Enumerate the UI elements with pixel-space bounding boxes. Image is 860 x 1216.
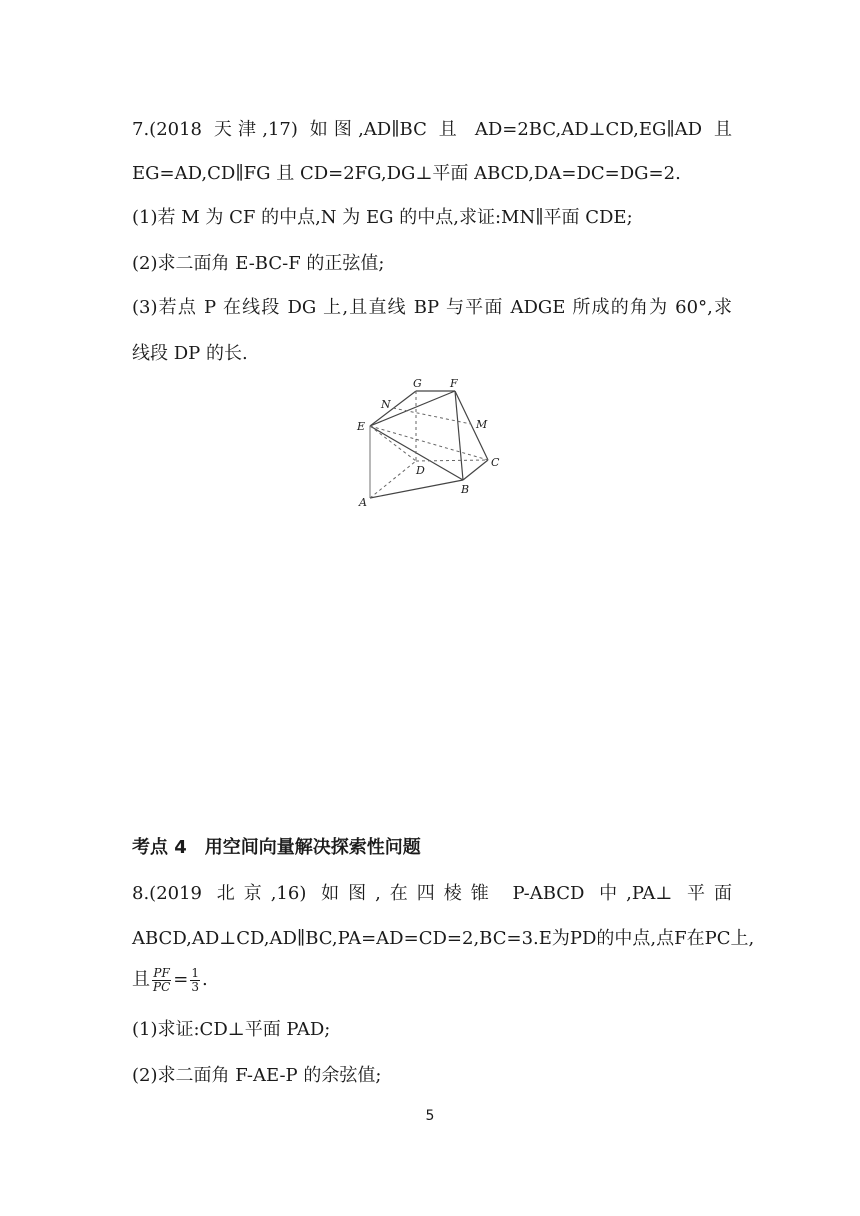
- label-C: C: [491, 456, 500, 469]
- problem7-part3-line1: (3)若点 P 在线段 DG 上,且直线 BP 与平面 ADGE 所成的角为 60°,求: [132, 297, 732, 318]
- problem8-line3-prefix: 且: [132, 969, 150, 990]
- fraction-pf-pc: [152, 967, 171, 994]
- problem8-part1: (1)求证:CD⊥平面 PAD;: [132, 1019, 331, 1040]
- problem7-part2: (2)求二面角 E-BC-F 的正弦值;: [132, 253, 385, 274]
- problem8-part2: (2)求二面角 F-AE-P 的余弦值;: [132, 1065, 382, 1086]
- fraction-value-numerator: 1: [191, 965, 199, 980]
- label-D: D: [416, 464, 425, 477]
- fraction-one-third: [190, 967, 200, 994]
- equals-sign: =: [173, 969, 189, 990]
- fraction-value-denominator: 3: [191, 979, 199, 994]
- label-B: B: [461, 483, 470, 496]
- problem7-part1: (1)若 M 为 CF 的中点,N 为 EG 的中点,求证:MN∥平面 CDE;: [132, 207, 633, 228]
- problem7-line2: EG=AD,CD∥FG 且 CD=2FG,DG⊥平面 ABCD,DA=DC=DG=2.: [132, 163, 681, 184]
- label-A: A: [359, 496, 367, 509]
- fraction-denominator: PC: [153, 979, 171, 994]
- page-number: 5: [425, 1108, 435, 1124]
- label-G: G: [413, 377, 422, 390]
- label-M: M: [476, 418, 488, 431]
- problem8-line3: [132, 966, 732, 994]
- fraction-numerator: PF: [153, 965, 170, 980]
- geometry-figure: [350, 372, 510, 512]
- problem7-part3-line2: 线段 DP 的长.: [132, 343, 248, 364]
- problem7-line1: 7.(2018 天津,17) 如图,AD∥BC 且 AD=2BC,AD⊥CD,EG∥AD 且: [132, 119, 732, 140]
- problem8-line1: 8.(2019 北京,16) 如图,在四棱锥 P-ABCD 中,PA⊥ 平面: [132, 883, 732, 904]
- problem8-line3-suffix: .: [202, 969, 208, 990]
- section-heading: 考点 4 用空间向量解决探索性问题: [132, 837, 421, 858]
- label-F: F: [450, 377, 458, 390]
- label-N: N: [381, 398, 391, 411]
- label-E: E: [357, 420, 366, 433]
- problem8-line2: ABCD,AD⊥CD,AD∥BC,PA=AD=CD=2,BC=3.E为PD的中点,点F在PC上,: [132, 928, 755, 949]
